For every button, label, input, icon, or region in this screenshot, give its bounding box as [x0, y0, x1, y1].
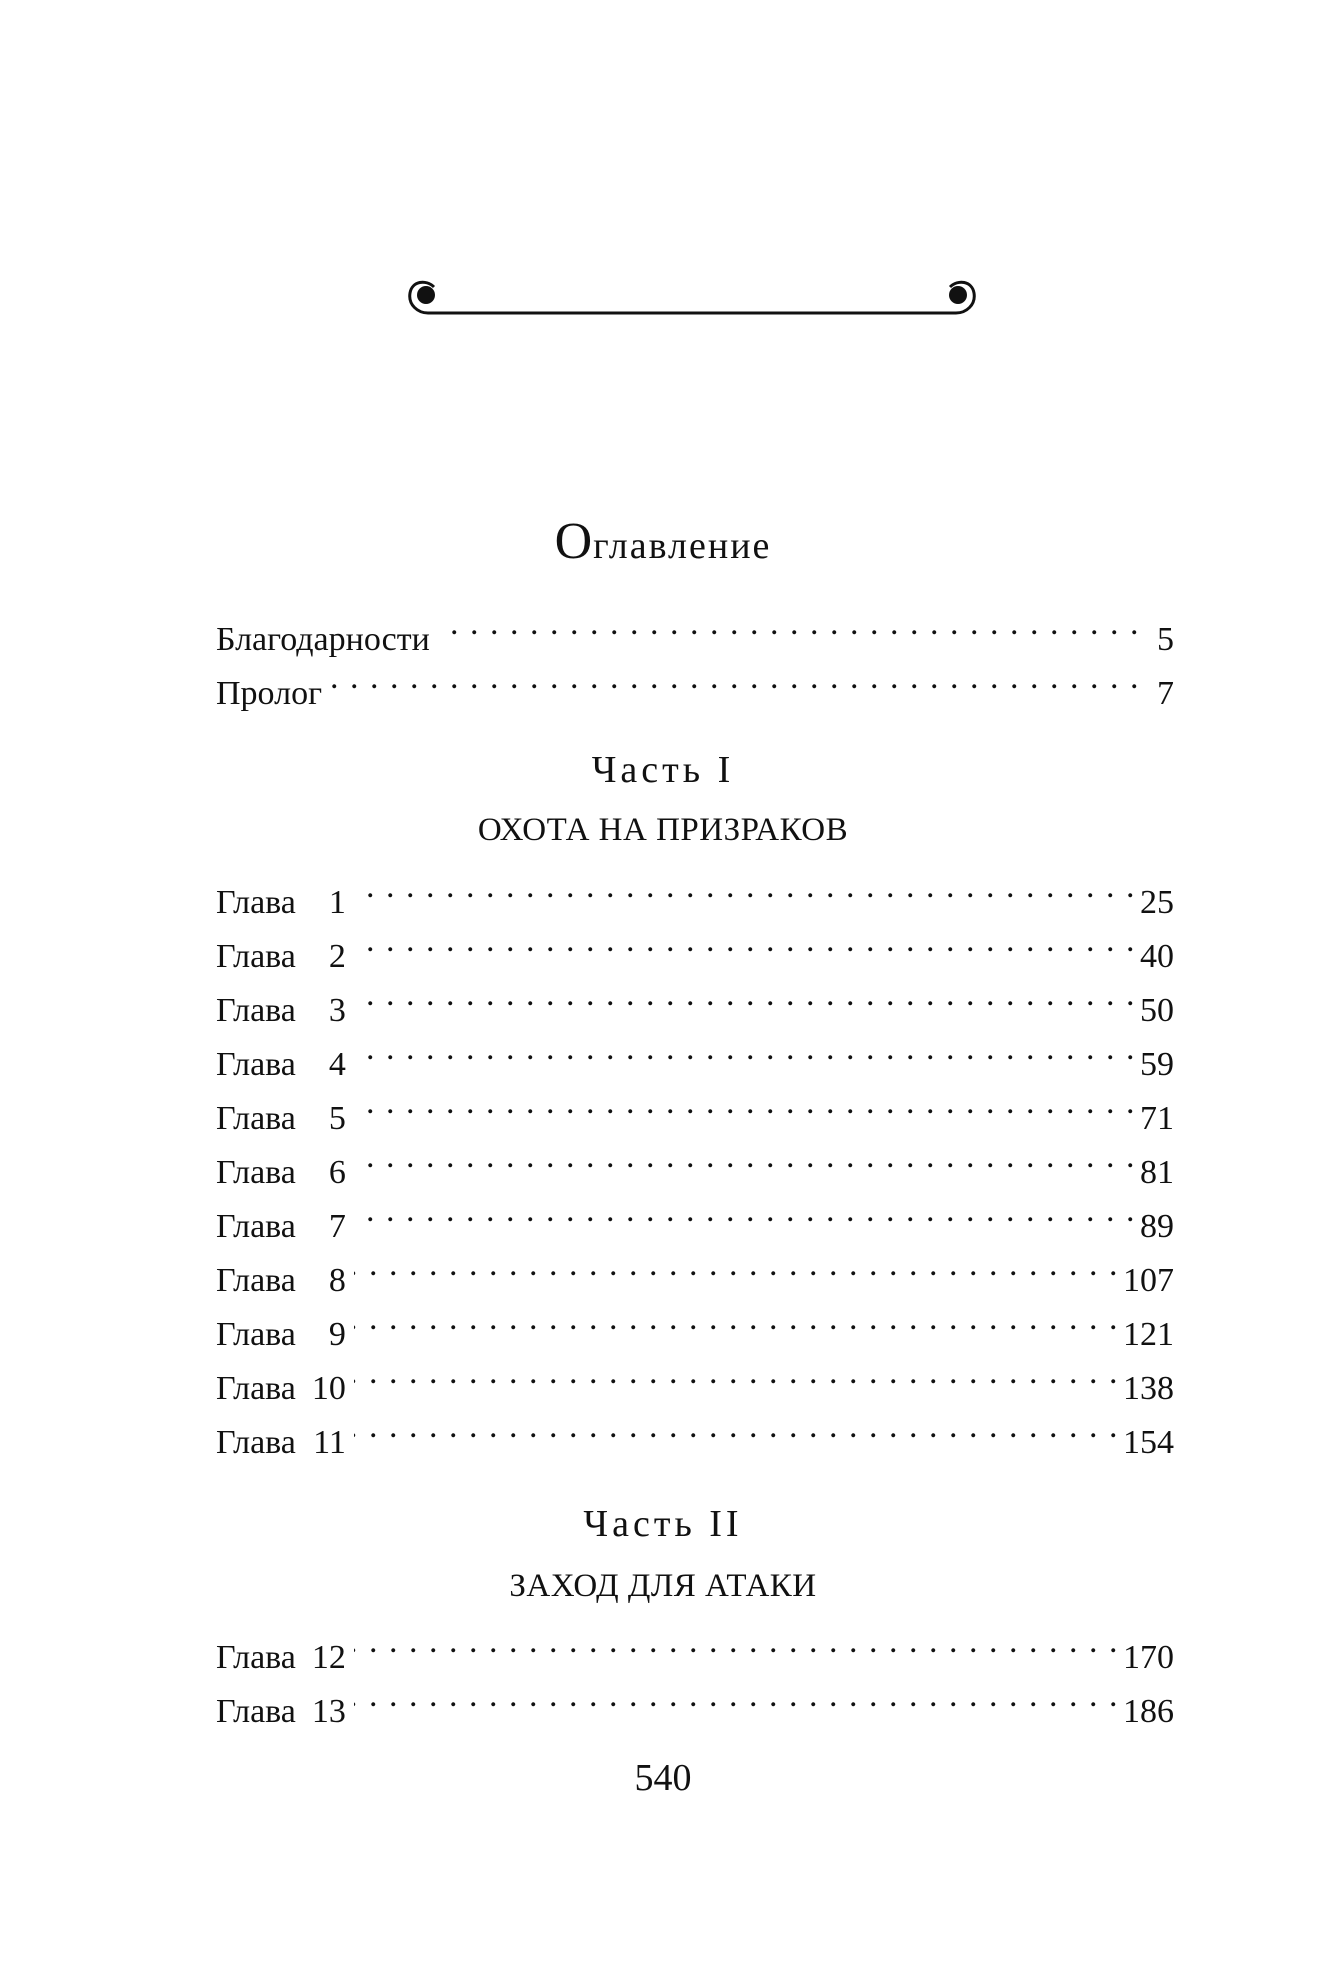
dot-leader	[354, 1239, 1119, 1291]
dot-leader	[354, 1347, 1119, 1399]
chapter-number: 10	[311, 1370, 346, 1407]
part-title: Часть II	[583, 1503, 743, 1545]
dot-leader	[354, 915, 1136, 967]
dot-leader	[438, 598, 1140, 650]
chapter-page: 40	[1140, 938, 1174, 975]
toc-entry-chapter[interactable]	[216, 1077, 1174, 1137]
toc-entry-chapter[interactable]	[216, 915, 1174, 975]
toc-entry-acknowledgements[interactable]	[216, 598, 1174, 658]
dot-leader	[354, 1023, 1136, 1075]
chapter-page: 107	[1123, 1262, 1174, 1299]
toc-entry-chapter[interactable]	[216, 1401, 1174, 1461]
toc-entry-chapter[interactable]	[216, 1185, 1174, 1245]
chapter-page: 81	[1140, 1154, 1174, 1191]
chapter-label: Глава	[216, 1208, 296, 1245]
part-title: Часть I	[591, 749, 735, 791]
chapter-number: 5	[328, 1100, 346, 1137]
chapter-number: 12	[311, 1639, 346, 1676]
toc-entry-chapter[interactable]	[216, 1131, 1174, 1191]
chapter-label: Глава	[216, 1370, 296, 1407]
chapter-label: Глава	[216, 1693, 296, 1730]
dot-leader	[354, 1131, 1136, 1183]
dot-leader	[354, 969, 1136, 1021]
chapter-page: 25	[1140, 884, 1174, 921]
dot-leader	[354, 861, 1136, 913]
toc-entry-label: Пролог	[216, 675, 323, 712]
toc-entry-chapter[interactable]	[216, 1023, 1174, 1083]
chapter-number: 7	[328, 1208, 346, 1245]
toc-entry-chapter[interactable]	[216, 861, 1174, 921]
toc-entry-page: 5	[1157, 621, 1174, 658]
toc-entry-chapter[interactable]	[216, 1293, 1174, 1353]
chapter-label: Глава	[216, 1100, 296, 1137]
chapter-page: 186	[1123, 1693, 1174, 1730]
chapter-page: 71	[1140, 1100, 1174, 1137]
dot-leader	[354, 1185, 1136, 1237]
chapter-label: Глава	[216, 884, 296, 921]
toc-entry-chapter[interactable]	[216, 1239, 1174, 1299]
chapter-page: 138	[1123, 1370, 1174, 1407]
dot-leader	[354, 1293, 1119, 1345]
chapter-number: 4	[328, 1046, 346, 1083]
chapter-label: Глава	[216, 1262, 296, 1299]
toc-entry-prologue[interactable]	[216, 652, 1174, 712]
chapter-number: 13	[311, 1693, 346, 1730]
part-subtitle: ОХОТА НА ПРИЗРАКОВ	[477, 812, 849, 848]
chapter-number: 3	[328, 992, 346, 1029]
chapter-label: Глава	[216, 1154, 296, 1191]
toc-entry-chapter[interactable]	[216, 1616, 1174, 1676]
part-subtitle: ЗАХОД ДЛЯ АТАКИ	[509, 1568, 817, 1604]
toc-entry-chapter[interactable]	[216, 1670, 1174, 1730]
chapter-label: Глава	[216, 938, 296, 975]
chapter-number: 1	[328, 884, 346, 921]
dot-leader	[354, 1077, 1136, 1129]
chapter-label: Глава	[216, 1424, 296, 1461]
dot-leader	[354, 1616, 1119, 1668]
page-title-rest: главление	[593, 525, 772, 567]
page-number: 540	[634, 1757, 692, 1799]
page-title	[0, 507, 1326, 581]
chapter-label: Глава	[216, 992, 296, 1029]
chapter-number: 8	[328, 1262, 346, 1299]
toc-entry-chapter[interactable]	[216, 969, 1174, 1029]
chapter-page: 50	[1140, 992, 1174, 1029]
page-title-initial: О	[554, 513, 594, 570]
dot-leader	[330, 652, 1140, 704]
scroll-divider-icon	[404, 273, 980, 323]
chapter-number: 2	[328, 938, 346, 975]
chapter-page: 121	[1123, 1316, 1174, 1353]
chapter-page: 170	[1123, 1639, 1174, 1676]
toc-entry-page: 7	[1157, 675, 1174, 712]
chapter-number: 6	[328, 1154, 346, 1191]
chapter-label: Глава	[216, 1316, 296, 1353]
toc-entry-label: Благодарности	[216, 621, 430, 658]
chapter-page: 154	[1123, 1424, 1174, 1461]
chapter-page: 59	[1140, 1046, 1174, 1083]
dot-leader	[354, 1670, 1119, 1722]
chapter-number: 9	[328, 1316, 346, 1353]
dot-leader	[354, 1401, 1119, 1453]
toc-entry-chapter[interactable]	[216, 1347, 1174, 1407]
chapter-label: Глава	[216, 1639, 296, 1676]
chapter-page: 89	[1140, 1208, 1174, 1245]
chapter-number: 11	[313, 1424, 346, 1461]
chapter-label: Глава	[216, 1046, 296, 1083]
